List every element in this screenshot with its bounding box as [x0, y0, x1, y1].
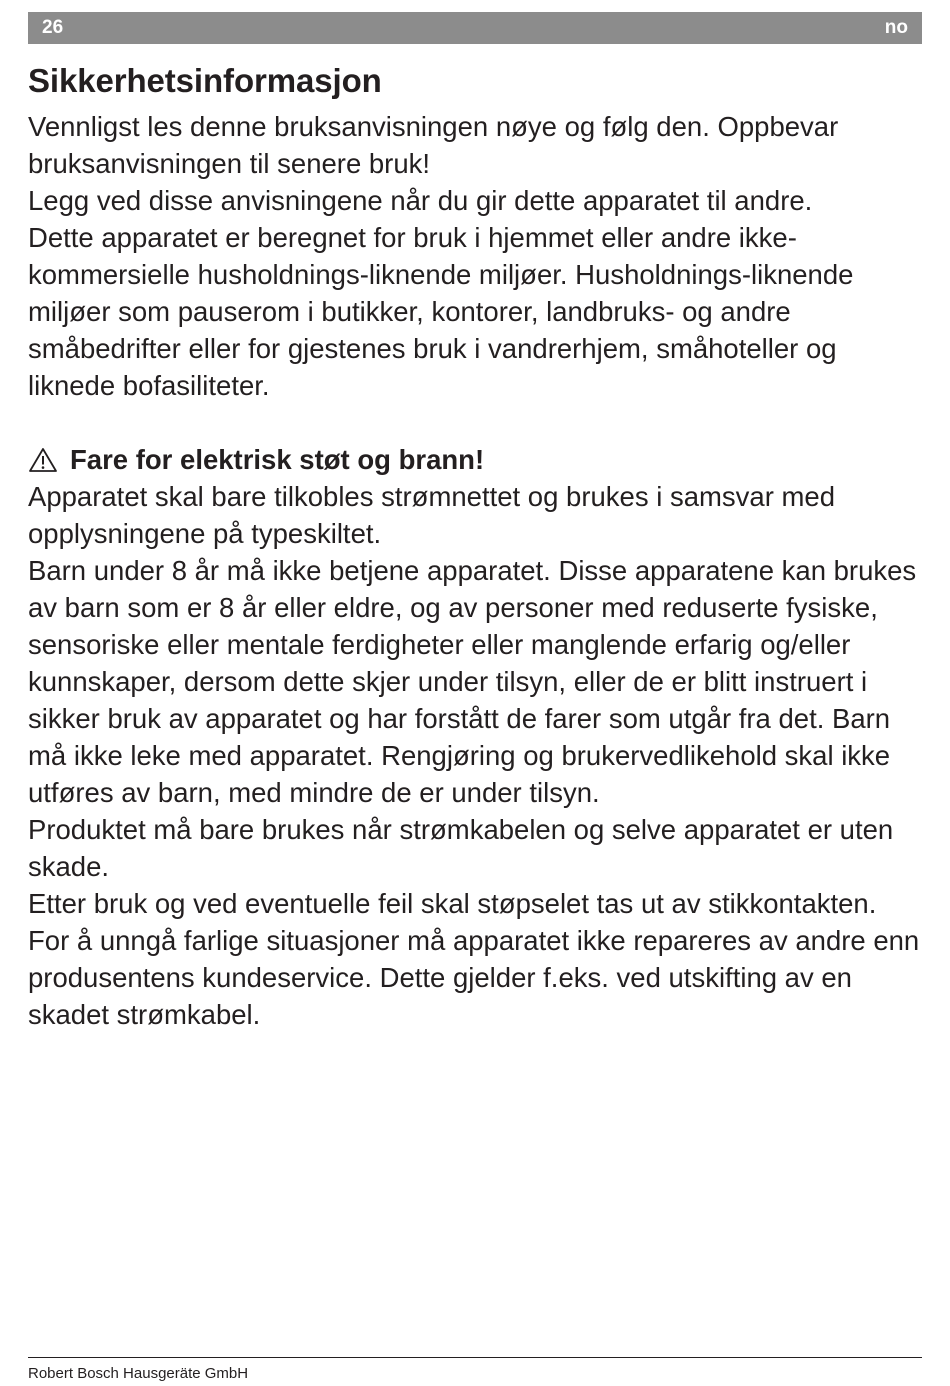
page-number: 26 — [42, 17, 64, 38]
warning-section — [28, 478, 928, 1033]
warning-heading — [28, 441, 928, 478]
language-code: no — [884, 17, 908, 38]
warning-paragraph: Etter bruk og ved eventuelle feil skal støpselet tas ut av stikkontakten. — [28, 888, 877, 919]
intro-section — [28, 108, 928, 404]
page-title: Sikkerhetsinformasjon — [28, 62, 382, 99]
intro-paragraph: Vennligst les denne bruksanvisningen nøye og følg den. Oppbevar bruksanvisningen til senere bruk! — [28, 111, 839, 179]
warning-paragraph: Apparatet skal bare tilkobles strømnettet og brukes i samsvar med opplysningene på typeskiltet. — [28, 481, 836, 549]
footer-divider — [28, 1357, 922, 1358]
intro-paragraph: Legg ved disse anvisningene når du gir dette apparatet til andre. — [28, 185, 813, 216]
page-header-bar — [28, 12, 922, 44]
warning-paragraph: Barn under 8 år må ikke betjene apparatet. Disse apparatene kan brukes av barn som er 8 år eller eldre, og av personer med reduserte fysiske, sensoriske eller mentale ferdigheter eller manglende erfarig og/eller kunnskaper, dersom dette skjer under tilsyn, eller de er blitt instruert i sikker bruk av apparatet og har forstått de farer som utgår fra det. Barn må ikke leke med apparatet. Rengjøring og brukervedlikehold skal ikke utføres av barn, med mindre de er under tilsyn. — [28, 555, 917, 808]
warning-triangle-icon — [28, 444, 70, 475]
warning-heading-text: Fare for elektrisk støt og brann! — [70, 444, 485, 475]
intro-paragraph: Dette apparatet er beregnet for bruk i hjemmet eller andre ikke-kommersielle husholdnings-liknende miljøer. Husholdnings-liknende miljøer som pauserom i butikker, kontorer, landbruks- og andre småbedrifter eller for gjestenes bruk i vandrerhjem, småhoteller og liknede bofasiliteter. — [28, 222, 854, 401]
warning-paragraph: Produktet må bare brukes når strømkabelen og selve apparatet er uten skade. — [28, 814, 894, 882]
warning-paragraph: For å unngå farlige situasjoner må apparatet ikke repareres av andre enn produsentens kundeservice. Dette gjelder f.eks. ved utskifting av en skadet strømkabel. — [28, 925, 920, 1030]
footer-company: Robert Bosch Hausgeräte GmbH — [28, 1365, 249, 1382]
